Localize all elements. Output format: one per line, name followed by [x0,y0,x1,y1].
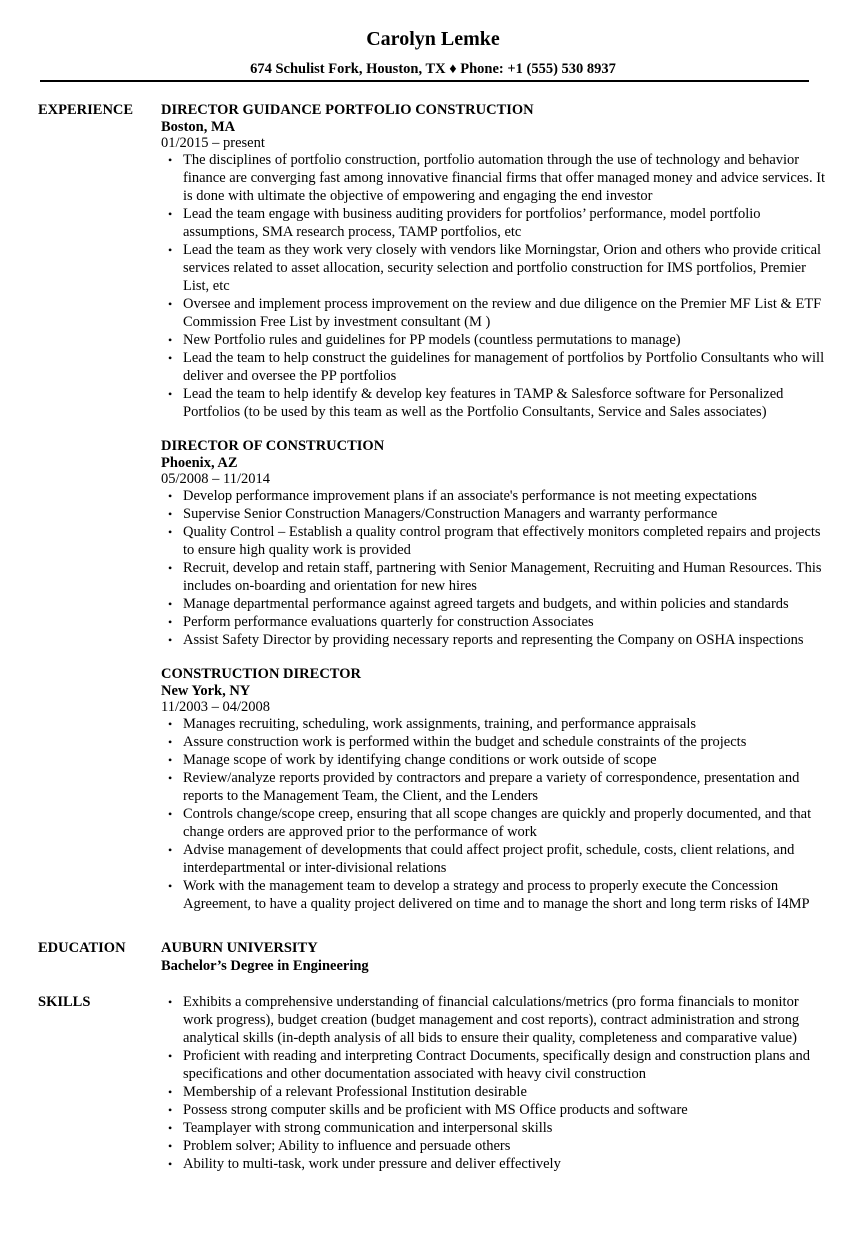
list-item [161,595,828,613]
bullet-text: Quality Control – Establish a quality control program that effectively monitors completed repairs and projects to ensure high quality work is provided [183,524,821,558]
list-item [161,151,828,205]
list-item [161,1137,828,1155]
bullet-text: Supervise Senior Construction Managers/Construction Managers and warranty performance [183,506,718,522]
contact-line: 674 Schulist Fork, Houston, TX ♦ Phone: +1 (555) 530 8937 [250,61,616,77]
candidate-name: Carolyn Lemke [366,28,500,50]
bullet-icon: • [168,843,173,857]
bullet-text: Manage scope of work by identifying change conditions or work outside of scope [183,752,657,768]
bullet-icon: • [168,753,173,767]
bullet-text: Manage departmental performance against agreed targets and budgets, and within policies and standards [183,596,789,612]
skills-list [161,993,828,1173]
job-location: New York, NY [161,683,251,699]
job-entry [161,665,828,913]
list-item [161,295,828,331]
bullet-text: Membership of a relevant Professional Institution desirable [183,1084,527,1100]
bullet-text: Recruit, develop and retain staff, partnering with Senior Management, Recruiting and Human Resources. This includes on-boarding and orientation for new hires [183,560,822,594]
bullet-icon: • [168,807,173,821]
bullet-icon: • [168,597,173,611]
education-school: AUBURN UNIVERSITY [161,940,318,956]
job-bullets [161,715,828,913]
bullet-icon: • [168,735,173,749]
job-entry [161,101,828,421]
section-label-education: EDUCATION [38,940,126,956]
job-title: DIRECTOR GUIDANCE PORTFOLIO CONSTRUCTION [161,102,534,118]
list-item [161,769,828,805]
list-item [161,841,828,877]
bullet-icon: • [168,717,173,731]
list-item [161,805,828,841]
education-degree: Bachelor’s Degree in Engineering [161,958,369,974]
experience-section [38,101,828,913]
job-bullets [161,487,828,649]
bullet-icon: • [168,333,173,347]
bullet-icon: • [168,1121,173,1135]
section-label-skills: SKILLS [38,994,91,1010]
job-location: Phoenix, AZ [161,455,238,471]
bullet-icon: • [168,525,173,539]
bullet-text: Exhibits a comprehensive understanding of financial calculations/metrics (pro forma financials to monitor work progress), budget creation (budget management and cost reports), contract administration and strong analytical skills (in-depth analysis of all bids to ensure their quality, completeness and comparative value) [183,994,800,1046]
bullet-text: Assure construction work is performed within the budget and schedule constraints of the projects [183,734,747,750]
bullet-icon: • [168,1157,173,1171]
job-title: DIRECTOR OF CONSTRUCTION [161,438,385,454]
bullet-icon: • [168,561,173,575]
bullet-text: Review/analyze reports provided by contractors and prepare a variety of correspondence, presentation and reports to the Management Team, the Client, and the Lenders [183,770,800,804]
bullet-text: Possess strong computer skills and be proficient with MS Office products and software [183,1102,688,1118]
bullet-text: The disciplines of portfolio construction, portfolio automation through the use of technology and behavior finance are converging fast among innovative financial firms that offer managed money and advice services. It is done with ultimate the objective of empowering and engaging the end investor [183,152,826,204]
section-label-experience: EXPERIENCE [38,102,134,118]
bullet-icon: • [168,615,173,629]
bullet-icon: • [168,995,173,1009]
list-item [161,241,828,295]
education-content [161,939,828,975]
bullet-icon: • [168,153,173,167]
list-item [161,523,828,559]
list-item [161,993,828,1047]
list-item [161,631,828,649]
bullet-icon: • [168,1085,173,1099]
list-item [161,751,828,769]
education-section [38,939,828,975]
bullet-icon: • [168,1103,173,1117]
list-item [161,205,828,241]
list-item [161,613,828,631]
bullet-text: Develop performance improvement plans if an associate's performance is not meeting expectations [183,488,757,504]
job-entry [161,437,828,649]
list-item [161,877,828,913]
job-bullets [161,151,828,421]
skills-section [38,993,828,1173]
bullet-text: Assist Safety Director by providing necessary reports and representing the Company on OSHA inspections [183,632,804,648]
bullet-text: Proficient with reading and interpreting Contract Documents, specifically design and construction plans and specifications and other documentation associated with heavy civil construction [183,1048,810,1082]
bullet-text: Lead the team to help construct the guidelines for management of portfolios by Portfolio Consultants who will deliver and oversee the PP portfolios [183,350,825,384]
list-item [161,1155,828,1173]
experience-list [161,101,828,913]
list-item [161,1119,828,1137]
bullet-icon: • [168,771,173,785]
list-item [161,349,828,385]
bullet-text: Lead the team as they work very closely with vendors like Morningstar, Orion and others who provide critical services related to asset allocation, security selection and portfolio construction for IMS portfolios, Premier List, etc [183,242,822,294]
bullet-icon: • [168,1139,173,1153]
bullet-text: Lead the team engage with business auditing providers for portfolios’ performance, model portfolio assumptions, SMA research process, TAMP portfolios, etc [183,206,761,240]
bullet-text: Problem solver; Ability to influence and persuade others [183,1138,511,1154]
bullet-text: Controls change/scope creep, ensuring that all scope changes are quickly and properly documented, and that change orders are approved prior to the performance of work [183,806,812,840]
bullet-icon: • [168,351,173,365]
bullet-icon: • [168,507,173,521]
bullet-text: Perform performance evaluations quarterly for construction Associates [183,614,594,630]
bullet-text: Lead the team to help identify & develop key features in TAMP & Salesforce software for Personalized Portfolios (to be used by this team as well as the Portfolio Consultants, Service and Sales associates) [183,386,784,420]
bullet-text: Advise management of developments that could affect project profit, schedule, costs, client relations, and interdepartmental or inter-divisional relations [183,842,795,876]
list-item [161,715,828,733]
list-item [161,487,828,505]
job-dates: 11/2003 – 04/2008 [161,699,271,715]
list-item [161,1047,828,1083]
job-title: CONSTRUCTION DIRECTOR [161,666,361,682]
bullet-icon: • [168,243,173,257]
header-divider [40,80,809,82]
bullet-text: Work with the management team to develop a strategy and process to properly execute the Concession Agreement, to have a quality project delivered on time and to manage the short and long term risks of I4MP [183,878,810,912]
bullet-text: Oversee and implement process improvement on the review and due diligence on the Premier MF List & ETF Commission Free List by investment consultant (M ) [183,296,822,330]
skills-content [161,993,828,1173]
list-item [161,1101,828,1119]
bullet-icon: • [168,387,173,401]
list-item [161,331,828,349]
bullet-icon: • [168,489,173,503]
job-dates: 01/2015 – present [161,135,265,151]
bullet-text: New Portfolio rules and guidelines for PP models (countless permutations to manage) [183,332,681,348]
bullet-text: Teamplayer with strong communication and interpersonal skills [183,1120,553,1136]
bullet-icon: • [168,1049,173,1063]
list-item [161,385,828,421]
bullet-text: Manages recruiting, scheduling, work assignments, training, and performance appraisals [183,716,696,732]
resume-body [38,101,828,1173]
bullet-text: Ability to multi-task, work under pressure and deliver effectively [183,1156,561,1172]
list-item [161,559,828,595]
job-location: Boston, MA [161,119,236,135]
bullet-icon: • [168,207,173,221]
list-item [161,1083,828,1101]
list-item [161,505,828,523]
job-dates: 05/2008 – 11/2014 [161,471,271,487]
list-item [161,733,828,751]
bullet-icon: • [168,633,173,647]
bullet-icon: • [168,879,173,893]
bullet-icon: • [168,297,173,311]
